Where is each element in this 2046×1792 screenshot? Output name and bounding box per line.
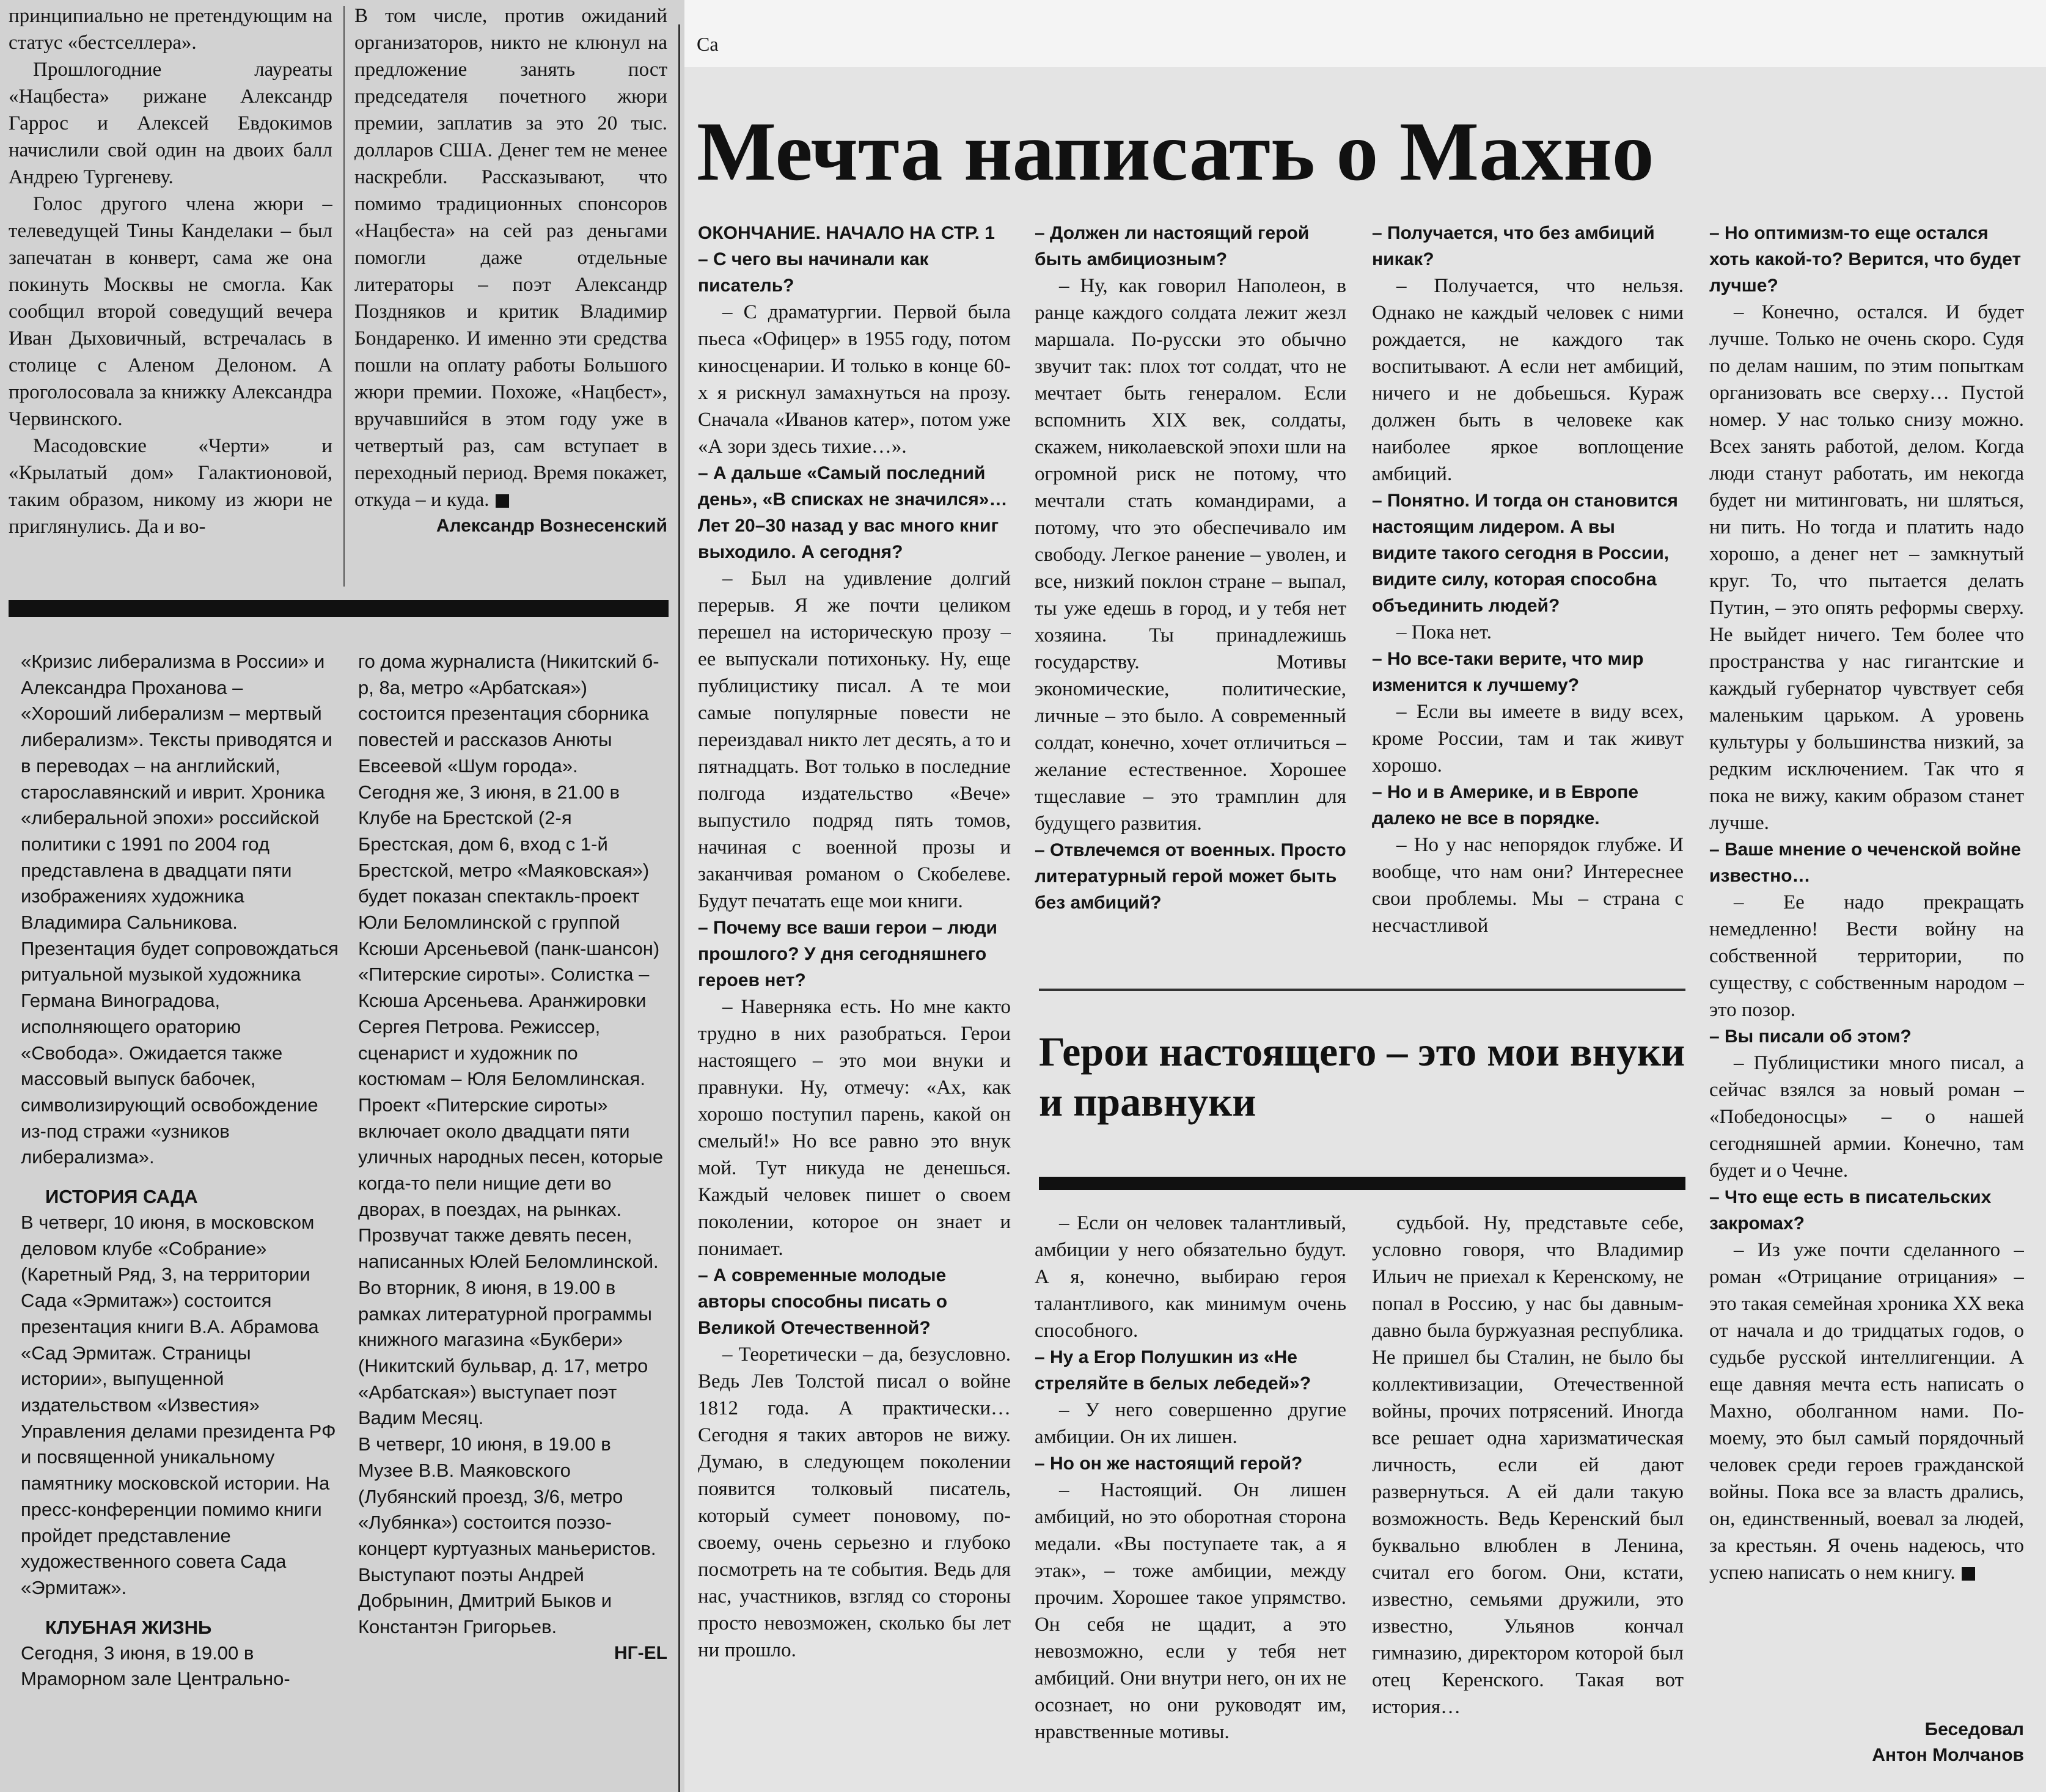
interview-column-3-bottom (1372, 1210, 1684, 1784)
interview-answer: – У него совершенно другие амбиции. Он их лишен. (1035, 1399, 1346, 1448)
interview-answer: – Но у нас непорядок глубже. И вообще, что нам они? Интереснее свои проблемы. Мы – страна с несчастливой (1372, 834, 1684, 937)
left-bottom-column-2 (358, 649, 667, 1785)
interview-column-4 (1709, 220, 2024, 1711)
interview-question: – Но он же настоящий герой? (1035, 1454, 1303, 1474)
author-signature: Александр Вознесенский (436, 516, 667, 536)
torn-top-edge (684, 0, 2046, 67)
interview-answer: – С драматургии. Первой была пьеса «Офицер» в 1955 году, потом киносценарии. И только в конце 60-х я рискнул замахнуться на прозу. Сначала «Иванов катер», потом уже «А зори здесь тихие…». (698, 301, 1011, 458)
interview-question: – Но и в Америке, и в Европе далеко не все в порядке. (1372, 782, 1639, 828)
interview-question: – Получается, что без амбиций никак? (1372, 223, 1655, 269)
interview-answer: – Ну, как говорил Наполеон, в ранце каждого солдата лежит жезл маршала. По-русски это обычно звучит так: плох тот солдат, что не мечтает быть генералом. Если вспомнить XIX век, солдаты, скажем, николаевской эпохи шли на огромной риск не потому, что мечтали стать командирами, а потому, что это обеспечивало им свободу. Легкое ранение – уволен, и все, низкий поклон стране – выпал, ты уже едешь в город, и у тебя нет хозяина. Ты принадлежишь государству. Мотивы экономические, политические, личные – это было. А современный солдат, конечно, хочет отличиться – желание естественное. Хорошее тщеславие – это трамплин для будущего развития. (1035, 275, 1346, 835)
interview-answer: – Публицистики много писал, а сейчас взялся за новый роман – «Победоносцы» – о нашей сегодняшней армии. Конечно, там будет и о Чечне. (1709, 1052, 2024, 1182)
interview-column-2-bottom (1035, 1210, 1346, 1784)
interview-column-3-top (1372, 220, 1684, 978)
paragraph: В том числе, против ожиданий организаторов, никто не клюнул на предложение занять пост председателя почетного жюри премии, заплатив за это 20 тыс. долларов США. Денег тем не менее наскребли. Рассказывают, что помимо традиционных спонсоров «Нацбеста» на сей раз деньгами помогли даже отдельные литераторы – поэт Александр Поздняков и критик Владимир Бондаренко. И именно эти средства пошли на оплату работы Большого жюри премии. Похоже, «Нацбест», вручавшийся в этом году уже в четвертый раз, сам вступает в переходный период. Время покажет, откуда – и куда. (354, 5, 667, 511)
interview-answer: – Теоретически – да, безусловно. Ведь Лев Толстой писал о войне 1812 года. А практически… Сегодня я таких авторов не вижу. Думаю, в следующем поколении появится толковый писатель, который сумеет поновому, по-своему, очень серьезно и глубоко посмотреть на те события. Ведь для нас, участников, взгляд со стороны просто невозможен, сколько бы лет ни прошло. (698, 1344, 1011, 1661)
paragraph: Сегодня же, 3 июня, в 21.00 в Клубе на Брестской (2-я Брестская, дом 6, вход с 1-й Брестской, метро «Маяковская») будет показан спектакль-проект Юли Беломлинской с группой Ксюши Арсеньевой (панк-шансон) «Питерские сироты». Солистка – Ксюша Арсеньева. Аранжировки Сергея Петрова. Режиссер, сценарист и художник по костюмам – Юля Беломлинская. Проект «Питерские сироты» включает около двадцати пяти уличных народных песен, которые когда-то пели нищие дети во дворах, в поездах, на рынках. Прозвучат также девять песен, написанных Юлей Беломлинской. (358, 781, 664, 1273)
section-heading: ОКОНЧАНИЕ. НАЧАЛО НА СТР. 1 (698, 223, 995, 243)
interview-answer: – Конечно, остался. И будет лучше. Только не очень скоро. Судя по делам нашим, по этим попыткам организовать все сверху… Пустой номер. У нас только снизу можно. Всех занять работой, делом. Когда люди станут работать, им некогда будет ни митинговать, ни шляться, ни пить. Но тогда и платить надо хорошо, а денег нет – замкнутый круг. То, что пытается делать Путин, – это опять реформы сверху. Не выйдет ничего. Тем более что пространства у нас гигантские и каждый губернатор чувствует себя маленьким царьком. А уровень культуры у большинства низкий, за редким исключением. Так что я пока не вижу, каким образом станет лучше. (1709, 301, 2024, 834)
column-divider (343, 6, 345, 587)
interview-question: – Ну а Егор Полушкин из «Не стреляйте в белых лебедей»? (1035, 1347, 1311, 1394)
interview-question: – Должен ли настоящий герой быть амбициозным? (1035, 223, 1310, 269)
paragraph: Масодовские «Черти» и «Крылатый дом» Галактионовой, таким образом, никому из жюри не приглянулись. Да и во- (9, 435, 332, 538)
interview-answer: – Если он человек талантливый, амбиции у него обязательно будут. А я, конечно, выбираю героя талантливого, как минимум очень способного. (1035, 1212, 1346, 1342)
article-headline: Мечта написать о Махно (697, 104, 1654, 198)
interview-question: – Ваше мнение о чеченской войне известно… (1709, 839, 2022, 886)
left-top-column-2 (354, 2, 667, 571)
source-signature: НГ-EL (614, 1642, 667, 1663)
section-heading: КЛУБНАЯ ЖИЗНЬ (45, 1616, 212, 1638)
section-heading: ИСТОРИЯ САДА (45, 1186, 198, 1208)
byline-author: Антон Молчанов (1872, 1745, 2024, 1765)
interview-question: – С чего вы начинали как писатель? (698, 249, 929, 296)
interview-byline (1709, 1717, 2024, 1768)
interview-answer: – Ее надо прекращать немедленно! Вести войну на собственной территории, по существу, с собственным народом – это позор. (1709, 891, 2024, 1021)
paragraph: принципиально не претендующим на статус «бестселлера». (9, 5, 332, 54)
interview-question: – Почему все ваши герои – люди прошлого? У дня сегодняшнего героев нет? (698, 918, 997, 990)
subhead-top-rule (1039, 989, 1685, 991)
interview-answer: – Из уже почти сделанного – роман «Отрицание отрицания» – это такая семейная хроника XX века от начала и до тридцатых годов, о судьбе русской интеллигенции. А еще давняя мечта есть написать о Махно, оболганном нами. По-моему, это был самый порядочный человек среди героев гражданской войны. Пока все за власть дрались, он, единственный, воевал за людей, за крестьян. Я очень надеюсь, что успею написать о нем книгу. (1709, 1239, 2024, 1584)
interview-answer: – Наверняка есть. Но мне както трудно в них разобраться. Герои настоящего – это мои внуки и правнуки. Ну, отмечу: «Ах, как хорошо поступил парень, какой он смелый!» Но все равно это внук мой. Тут никуда не денешься. Каждый человек пишет о своем поколении, которое он знает и понимает. (698, 996, 1011, 1260)
paragraph: «Кризис либерализма в России» и Александра Проханова – «Хороший либерализм – мертвый либерализм». Тексты приводятся и в переводах – на английский, старославянский и иврит. Хроника «либеральной эпохи» российской политики с 1991 по 2004 год представлена в двадцати пяти изображениях художника Владимира Сальникова. (21, 651, 332, 934)
interview-question: – Отвлечемся от военных. Просто литературный герой может быть без амбиций? (1035, 840, 1346, 913)
interview-question: – Вы писали об этом? (1709, 1026, 1912, 1047)
byline-label: Беседовал (1924, 1719, 2024, 1739)
torn-header-fragment: Са (697, 33, 719, 55)
interview-answer: судьбой. Ну, представьте себе, условно говоря, что Владимир Ильич не приехал к Керенскому, не попал в Россию, у нас бы давным-давно была буржуазная республика. Не пришел бы Сталин, не было бы коллективизации, Отечественной войны, прочих потрясений. Иногда все решает одна харизматическая личность, если ей дают развернуться. А ей дали такую возможность. Ведь Керенский был буквально влюблен в Ленина, считал его богом. Они, кстати, известно, семьями дружили, это известно, Ульянов кончал гимназию, директором которой был отец Керенского. Такая вот история… (1372, 1212, 1684, 1718)
paragraph: Во вторник, 8 июня, в 19.00 в рамках литературной программы книжного магазина «Букбери» (Никитский бульвар, д. 17, метро «Арбатская») выступает поэт Вадим Месяц. (358, 1276, 652, 1429)
paragraph: В четверг, 10 июня, в московском деловом клубе «Собрание» (Каретный Ряд, 3, на территории Сада «Эрмитаж») состоится презентация книги В.А. Абрамова «Сад Эрмитаж. Страницы истории», выпущенной издательством «Известия» Управления делами президента РФ и посвященной уникальному памятнику московской истории. На пресс-конференции помимо книги пройдет представление художественного совета Сада «Эрмитаж». (21, 1212, 336, 1598)
paragraph: Прошлогодние лауреаты «Нацбеста» рижане Александр Гаррос и Алексей Евдокимов начислили свой один на двоих балл Андрею Тургеневу. (9, 59, 332, 188)
paragraph: Презентация будет сопровождаться ритуальной музыкой художника Германа Виноградова, исполняющего ораторию «Свобода». Ожидается также массовый выпуск бабочек, символизирующий освобождение из-под стражи «узников либерализма». (21, 937, 339, 1168)
left-bottom-column-1 (21, 649, 339, 1785)
paragraph: Голос другого члена жюри – телеведущей Тины Канделаки – был запечатан в конверт, сама же она покинуть Москвы не смогла. Как сообщил второй соведущий вечера Иван Дыховичный, встречалась в столице с Аленом Делоном. А проголосовала за книжку Александра Червинского. (9, 193, 332, 430)
paragraph: Сегодня, 3 июня, в 19.00 в Мраморном зале Центрально- (21, 1642, 290, 1690)
end-mark-icon (1962, 1567, 1975, 1581)
interview-column-1 (698, 220, 1011, 1784)
interview-question: – Но все-таки верите, что мир изменится к лучшему? (1372, 649, 1644, 695)
interview-question: – Что еще есть в писательских закромах? (1709, 1187, 1992, 1234)
interview-answer: – Если вы имеете в виду всех, кроме России, там и так живут хорошо. (1372, 701, 1684, 777)
interview-column-2-top (1035, 220, 1346, 978)
clipping-edge (678, 24, 680, 1792)
subhead-bottom-bar (1039, 1177, 1685, 1190)
interview-answer: – Был на удивление долгий перерыв. Я же почти целиком перешел на историческую прозу – ее выпускали потихоньку. Ну, еще публицистику писал. А те мои самые популярные повести не переиздавал никто лет десять, а то и пятнадцать. Вот только в последние полгода издательство «Вече» выпустило подряд пять томов, начиная с военной прозы и заканчивая романом о Скобелеве. Будут печатать еще мои книги. (698, 568, 1011, 912)
interview-question: – Но оптимизм-то еще остался хоть какой-то? Верится, что будет лучше? (1709, 223, 2022, 296)
interview-question: – Понятно. И тогда он становится настоящим лидером. А вы видите такого сегодня в России, видите силу, которая способна объединить людей? (1372, 491, 1678, 616)
interview-answer: – Получается, что нельзя. Однако не каждый человек с ними рождается, не каждого так воспитывают. А если нет амбиций, ничего и не добьешься. Кураж должен быть в человеке как наиболее яркое воплощение амбиций. (1372, 275, 1684, 485)
paragraph: В четверг, 10 июня, в 19.00 в Музее В.В. Маяковского (Лубянский проезд, 3/6, метро «Лубянка») состоится поэзо-концерт куртуазных маньеристов. Выступают поэты Андрей Добрынин, Дмитрий Быков и Константэн Григорьев. (358, 1433, 656, 1638)
article-subhead: Герои настоящего – это мои внуки и правнуки (1039, 1028, 1685, 1125)
interview-answer: – Настоящий. Он лишен амбиций, но это оборотная сторона медали. «Вы поступаете так, а я этак», – тоже амбиции, между прочим. Хорошее такое упрямство. Он себя не щадит, а это невозможно, если у тебя нет амбиций. Они внутри него, он их не осознает, но они руководят им, нравственные мотивы. (1035, 1479, 1346, 1743)
left-top-column-1 (9, 2, 332, 571)
paragraph: го дома журналиста (Никитский б-р, 8а, метро «Арбатская») состоится презентация сборника повестей и рассказов Анюты Евсеевой «Шум города». (358, 651, 659, 777)
interview-answer: – Пока нет. (1396, 621, 1492, 643)
section-divider-bar (9, 600, 669, 617)
interview-question: – А современные молодые авторы способны писать о Великой Отечественной? (698, 1265, 948, 1338)
end-mark-icon (496, 494, 509, 508)
interview-question: – А дальше «Самый последний день», «В списках не значился»… Лет 20–30 назад у вас много книг выходило. А сегодня? (698, 463, 1008, 562)
